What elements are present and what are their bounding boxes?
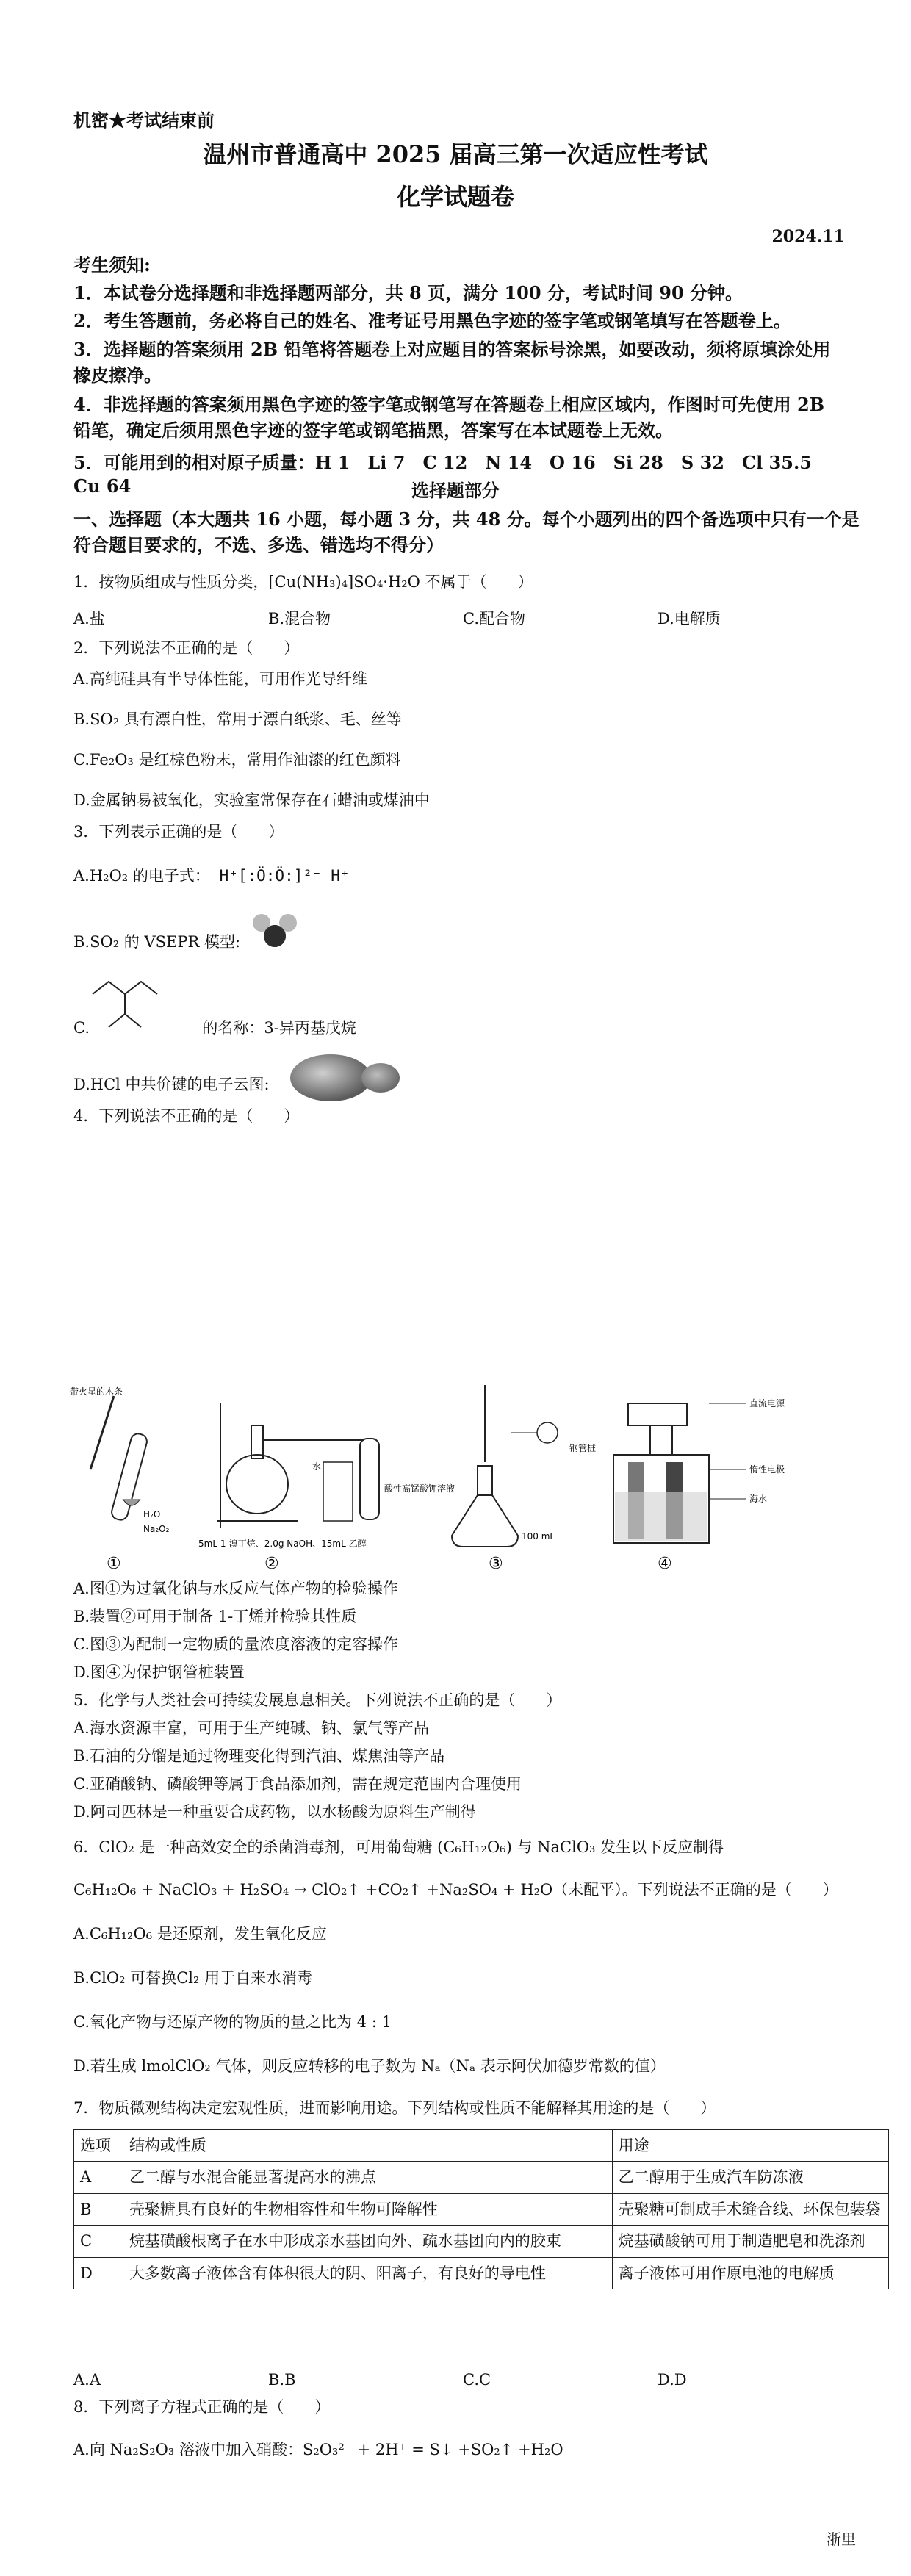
section-title: 选择题部分	[411, 480, 500, 501]
table-row	[74, 2162, 889, 2193]
q7-option-b[interactable]: B.B	[268, 2371, 296, 2389]
q2-stem: 2．下列说法不正确的是（ ）	[73, 639, 300, 657]
q1-stem: 1．按物质组成与性质分类，[Cu(NH₃)₄]SO₄·H₂O 不属于（ ）	[73, 573, 533, 591]
notice-item: 1．本试卷分选择题和非选择题两部分，共 8 页，满分 100 分，考试时间 90 分钟。	[73, 282, 743, 303]
confidential-mark: 机密★考试结束前	[73, 109, 215, 131]
q6-stem-line2: C₆H₁₂O₆ + NaClO₃ + H₂SO₄ → ClO₂↑ +CO₂↑ +Na₂SO₄ + H₂O（未配平）。下列说法不正确的是（ ）	[73, 1881, 838, 1899]
table-row	[74, 2257, 889, 2289]
notice-item: 2．考生答题前，务必将自己的姓名、准考证号用黑色字迹的签字笔或钢笔填写在答题卷上。	[73, 310, 791, 331]
table-cell: 烷基磺酸钠可用于制造肥皂和洗涤剂	[612, 2226, 888, 2257]
notice-heading: 考生须知:	[73, 254, 151, 276]
q4-stem: 4．下列说法不正确的是（ ）	[73, 1107, 300, 1125]
table-header-row	[74, 2130, 889, 2162]
q7-option-a[interactable]: A.A	[73, 2371, 101, 2389]
q1-option-c[interactable]: C.配合物	[463, 610, 525, 627]
q3-option-a-label: A.H₂O₂ 的电子式：	[73, 867, 210, 885]
q5-option-a[interactable]: A.海水资源丰富，可用于生产纯碱、钠、氯气等产品	[73, 1719, 429, 1737]
q6-option-d[interactable]: D.若生成 lmolClO₂ 气体，则反应转移的电子数为 Nₐ（Nₐ 表示阿伏加德罗常数的值）	[73, 2057, 666, 2075]
figure-num-1: ①	[107, 1555, 121, 1572]
table-cell: D	[74, 2257, 123, 2289]
table-cell: 烷基磺酸根离子在水中形成亲水基团向外、疏水基团向内的胶束	[123, 2226, 612, 2257]
q3-stem: 3．下列表示正确的是（ ）	[73, 823, 284, 841]
q2-option-a[interactable]: A.高纯硅具有半导体性能，可用作光导纤维	[73, 670, 367, 688]
q6-option-a[interactable]: A.C₆H₁₂O₆ 是还原剂，发生氧化反应	[73, 1925, 327, 1943]
q8-stem: 8．下列离子方程式正确的是（ ）	[73, 2398, 331, 2416]
table-cell: 乙二醇与水混合能显著提高水的沸点	[123, 2162, 612, 2193]
q6-option-b[interactable]: B.ClO₂ 可替换Cl₂ 用于自来水消毒	[73, 1969, 313, 1987]
f2-label-kmno4: 酸性高锰酸钾溶液	[384, 1483, 455, 1494]
table-row	[74, 2193, 889, 2225]
q7-stem: 7．物质微观结构决定宏观性质，进而影响用途。下列结构或性质不能解释其用途的是（ ）	[73, 2099, 716, 2117]
f3-label-volume: 100 mL	[522, 1531, 555, 1541]
table-row	[74, 2226, 889, 2257]
q5-option-b[interactable]: B.石油的分馏是通过物理变化得到汽油、煤焦油等产品	[73, 1747, 445, 1765]
skeletal-structure-icon	[87, 968, 190, 1049]
q4-apparatus-figure	[70, 1381, 841, 1572]
q4-option-a[interactable]: A.图①为过氧化钠与水反应气体产物的检验操作	[73, 1580, 398, 1597]
table-cell: 离子液体可用作原电池的电解质	[612, 2257, 888, 2289]
figure-num-2: ②	[264, 1555, 279, 1572]
table-header: 选项	[74, 2130, 123, 2162]
q3-option-a[interactable]	[73, 866, 860, 887]
q7-option-d[interactable]: D.D	[658, 2371, 687, 2389]
q1-option-a[interactable]: A.盐	[73, 610, 105, 627]
table-cell: C	[74, 2226, 123, 2257]
notice-item: 3．选择题的答案须用 2B 铅笔将答题卷上对应题目的答案标号涂黑，如要改动，须将原填涂处用橡皮擦净。	[73, 339, 831, 386]
q3-option-d[interactable]: D.HCl 中共价键的电子云图:	[73, 1076, 270, 1093]
figure-num-4: ④	[658, 1555, 672, 1572]
figure-2-apparatus	[217, 1403, 379, 1528]
section-instructions: 一、选择题（本大题共 16 小题，每小题 3 分，共 48 分。每个小题列出的四个备选项中只有一个是符合题目要求的，不选、多选、错选均不得分）	[73, 508, 860, 555]
f4-label-power: 直流电源	[749, 1398, 785, 1408]
q2-option-c[interactable]: C.Fe₂O₃ 是红棕色粉末，常用作油漆的红色颜料	[73, 751, 401, 769]
table-header: 结构或性质	[123, 2130, 612, 2162]
q1-option-d[interactable]: D.电解质	[658, 610, 721, 627]
q3-option-c-label: C.	[73, 1019, 90, 1037]
q4-option-c[interactable]: C.图③为配制一定物质的量浓度溶液的定容操作	[73, 1636, 398, 1653]
h2o2-electron-formula: H⁺[:Ö:Ö:]²⁻ H⁺	[219, 867, 350, 885]
table-cell: A	[74, 2162, 123, 2193]
q3-option-b[interactable]: B.SO₂ 的 VSEPR 模型:	[73, 933, 241, 951]
q4-option-d[interactable]: D.图④为保护钢管桩装置	[73, 1663, 245, 1681]
q7-table	[73, 2129, 889, 2289]
q7-option-c[interactable]: C.C	[463, 2371, 491, 2389]
f4-label-sea: 海水	[749, 1494, 768, 1504]
f2-caption: 5mL 1-溴丁烷、2.0g NaOH、15mL 乙醇	[198, 1539, 367, 1549]
q3-option-c-name: 的名称：3-异丙基戊烷	[202, 1019, 356, 1037]
q1-options	[73, 608, 860, 630]
q1-option-b[interactable]: B.混合物	[268, 610, 331, 627]
figure-4-protection-device	[613, 1403, 746, 1543]
q7-options	[73, 2370, 860, 2391]
table-cell: B	[74, 2193, 123, 2225]
f4-label-pipe: 钢管桩	[569, 1443, 597, 1453]
q5-option-c[interactable]: C.亚硝酸钠、磷酸钾等属于食品添加剂，需在规定范围内合理使用	[73, 1775, 522, 1793]
footer-region: 浙里	[827, 2530, 856, 2548]
table-cell: 乙二醇用于生成汽车防冻液	[612, 2162, 888, 2193]
exam-subtitle: 化学试题卷	[396, 183, 514, 211]
q5-stem: 5．化学与人类社会可持续发展息息相关。下列说法不正确的是（ ）	[73, 1691, 562, 1709]
q4-option-b[interactable]: B.装置②可用于制备 1-丁烯并检验其性质	[73, 1608, 357, 1625]
table-header: 用途	[612, 2130, 888, 2162]
table-cell: 壳聚糖可制成手术缝合线、环保包装袋	[612, 2193, 888, 2225]
q2-option-d[interactable]: D.金属钠易被氧化，实验室常保存在石蜡油或煤油中	[73, 791, 430, 809]
figure-1-test-tube	[90, 1396, 148, 1522]
q2-option-b[interactable]: B.SO₂ 具有漂白性，常用于漂白纸浆、毛、丝等	[73, 710, 402, 728]
so2-vsepr-model-icon	[242, 904, 309, 963]
hcl-electron-cloud-icon	[279, 1047, 411, 1106]
table-cell: 壳聚糖具有良好的生物相容性和生物可降解性	[123, 2193, 612, 2225]
f2-label-water: 水	[312, 1461, 322, 1472]
q5-option-d[interactable]: D.阿司匹林是一种重要合成药物，以水杨酸为原料生产制得	[73, 1803, 476, 1821]
figure-num-3: ③	[489, 1555, 503, 1572]
f1-label-h2o: H₂O	[143, 1509, 161, 1519]
q6-stem-line1: 6．ClO₂ 是一种高效安全的杀菌消毒剂，可用葡萄糖 (C₆H₁₂O₆) 与 NaClO₃ 发生以下反应制得	[73, 1838, 724, 1856]
q3-option-c[interactable]	[73, 1018, 860, 1039]
notice-item: 4．非选择题的答案须用黑色字迹的签字笔或钢笔写在答题卷上相应区域内，作图时可先使用 2B 铅笔，确定后须用黑色字迹的签字笔或钢笔描黑，答案写在本试题卷上无效。	[73, 394, 825, 441]
q6-option-c[interactable]: C.氧化产物与还原产物的物质的量之比为 4 : 1	[73, 2013, 392, 2031]
f1-label-splint: 带火星的木条	[70, 1386, 123, 1397]
f4-label-inert: 惰性电极	[749, 1464, 785, 1475]
figure-3-volumetric-flask	[452, 1385, 558, 1547]
q8-option-a[interactable]: A.向 Na₂S₂O₃ 溶液中加入硝酸：S₂O₃²⁻ + 2H⁺ = S↓ +SO₂↑ +H₂O	[73, 2441, 563, 2458]
notice-item: 5．可能用到的相对原子质量：H 1 Li 7 C 12 N 14 O 16 Si 28 S 32 Cl 35.5 Cu 64	[73, 452, 829, 497]
f1-label-na2o2: Na₂O₂	[143, 1524, 170, 1534]
exam-date: 2024.11	[771, 227, 845, 246]
exam-title: 温州市普通高中 2025 届高三第一次适应性考试	[203, 140, 708, 168]
table-cell: 大多数离子液体含有体积很大的阴、阳离子，有良好的导电性	[123, 2257, 612, 2289]
